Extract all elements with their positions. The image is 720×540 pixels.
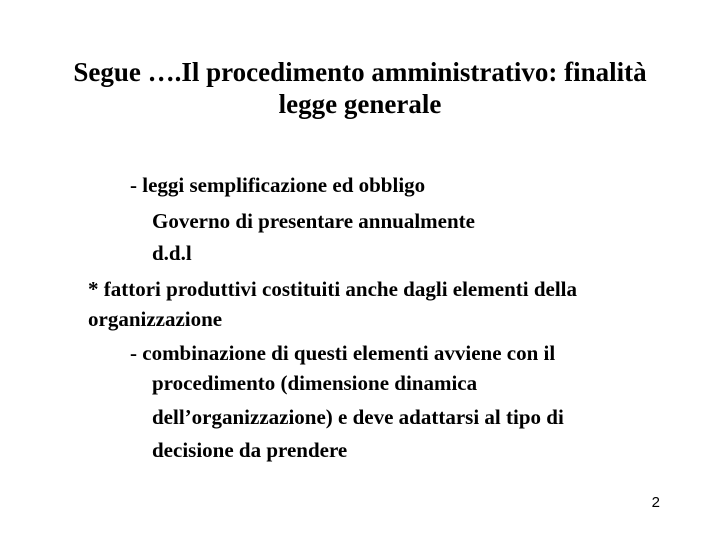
title-line-1: Segue ….Il procedimento amministrativo: finalità: [73, 57, 647, 87]
body-line-1: - leggi semplificazione ed obbligo: [130, 173, 426, 197]
body-line-5: organizzazione: [88, 307, 223, 331]
slide-title: [0, 56, 720, 120]
body-line-8: dell’organizzazione) e deve adattarsi al tipo di: [152, 405, 564, 429]
page-number: 2: [651, 494, 660, 511]
body-line-3: d.d.l: [152, 241, 192, 265]
body-line-4: * fattori produttivi costituiti anche dagli elementi della: [88, 277, 577, 301]
body-line-6: - combinazione di questi elementi avviene con il: [130, 341, 556, 365]
body-line-9: decisione da prendere: [152, 438, 348, 462]
title-line-2: legge generale: [278, 89, 442, 119]
body-line-2: Governo di presentare annualmente: [152, 209, 475, 233]
body-line-7: procedimento (dimensione dinamica: [152, 371, 478, 395]
